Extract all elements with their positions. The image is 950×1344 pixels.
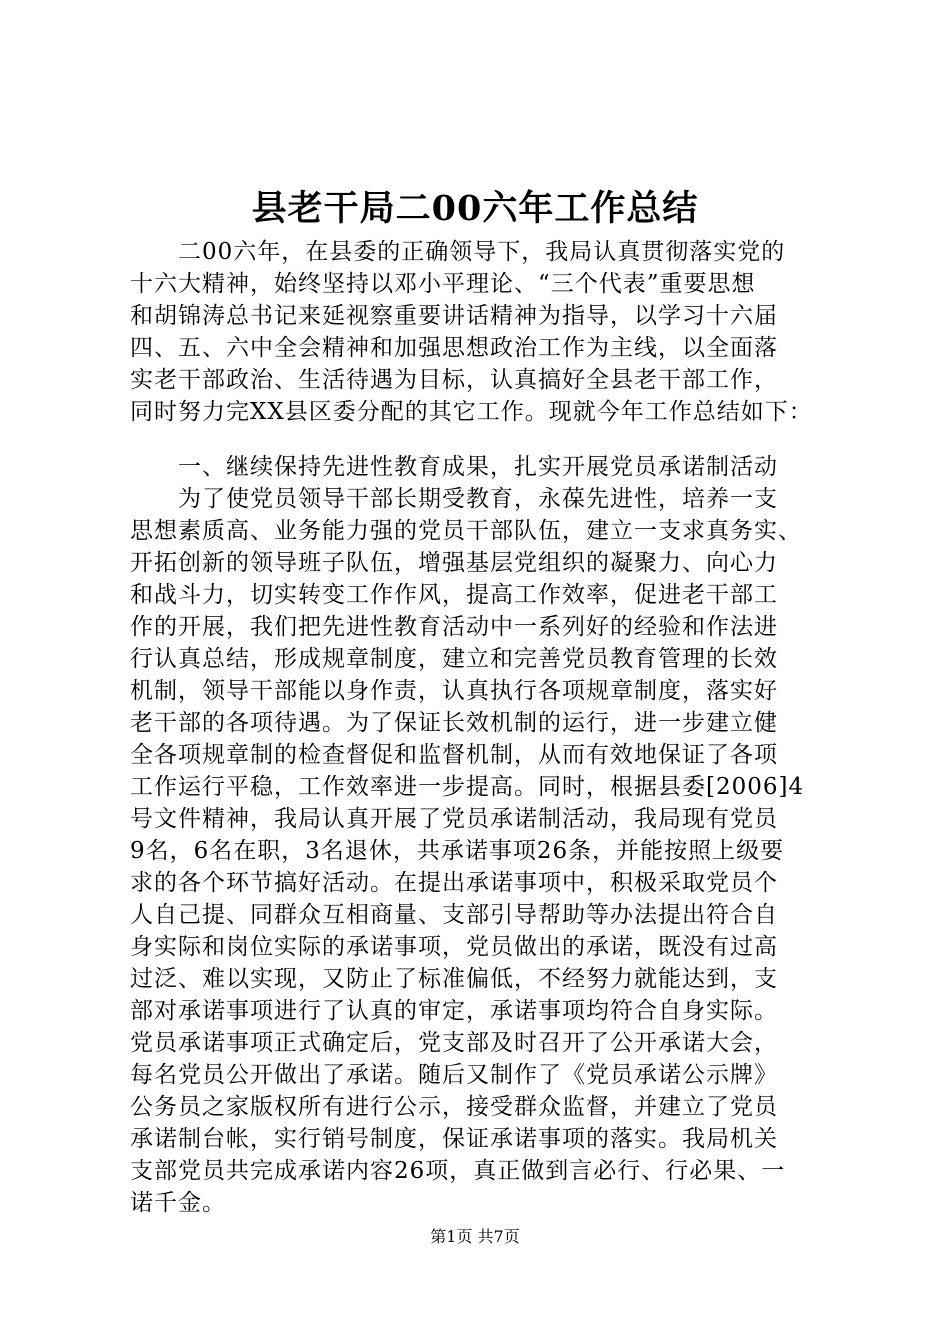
body-line: 身实际和岗位实际的承诺事项，党员做出的承诺，既没有过高 <box>130 934 778 960</box>
body-line: 作的开展，我们把先进性教育活动中一系列好的经验和作法进 <box>130 614 778 640</box>
body-line: 9名，6名在职，3名退休，共承诺事项26条，并能按照上级要 <box>130 838 785 864</box>
body-line: 每名党员公开做出了承诺。随后又制作了《党员承诺公示牌》 <box>130 1062 778 1088</box>
body-line: 过泛、难以实现，又防止了标准偏低，不经努力就能达到，支 <box>130 966 778 992</box>
body-line: 人自己提、同群众互相商量、支部引导帮助等办法提出符合自 <box>130 902 778 928</box>
body-line: 十六大精神，始终坚持以邓小平理论、“三个代表”重要思想 <box>130 271 756 297</box>
body-line: 四、五、六中全会精神和加强思想政治工作为主线，以全面落 <box>130 335 778 361</box>
body-line: 思想素质高、业务能力强的党员干部队伍，建立一支求真务实、 <box>130 518 802 544</box>
body-line: 诺千金。 <box>130 1190 226 1216</box>
page-number-footer: 第1页 共7页 <box>430 1227 520 1246</box>
body-line: 和战斗力，切实转变工作作风，提高工作效率，促进老干部工 <box>130 582 778 608</box>
body-line: 求的各个环节搞好活动。在提出承诺事项中，积极采取党员个 <box>130 870 778 896</box>
body-line: 工作运行平稳，工作效率进一步提高。同时，根据县委[2006]4 <box>130 774 805 800</box>
body-line: 行认真总结，形成规章制度，建立和完善党员教育管理的长效 <box>130 646 778 672</box>
document-title: 县老干局二00六年工作总结 <box>251 188 699 229</box>
body-line: 老干部的各项待遇。为了保证长效机制的运行，进一步建立健 <box>130 710 778 736</box>
body-line: 实老干部政治、生活待遇为目标，认真搞好全县老干部工作， <box>130 367 778 393</box>
body-line: 同时努力完XX县区委分配的其它工作。现就今年工作总结如下： <box>130 399 813 425</box>
section-heading: 一、继续保持先进性教育成果，扎实开展党员承诺制活动 <box>130 454 778 480</box>
body-line: 部对承诺事项进行了认真的审定，承诺事项均符合自身实际。 <box>130 998 778 1024</box>
body-line: 为了使党员领导干部长期受教育，永葆先进性，培养一支 <box>130 486 778 512</box>
body-line: 支部党员共完成承诺内容26项，真正做到言必行、行必果、一 <box>130 1158 786 1184</box>
body-line: 二00六年，在县委的正确领导下，我局认真贯彻落实党的 <box>130 239 786 265</box>
body-line: 机制，领导干部能以身作责，认真执行各项规章制度，落实好 <box>130 678 778 704</box>
body-line: 号文件精神，我局认真开展了党员承诺制活动，我局现有党员 <box>130 806 778 832</box>
body-line: 和胡锦涛总书记来延视察重要讲话精神为指导，以学习十六届 <box>130 303 778 329</box>
body-line: 公务员之家版权所有进行公示，接受群众监督，并建立了党员 <box>130 1094 778 1120</box>
body-line: 承诺制台帐，实行销号制度，保证承诺事项的落实。我局机关 <box>130 1126 778 1152</box>
body-line: 开拓创新的领导班子队伍，增强基层党组织的凝聚力、向心力 <box>130 550 778 576</box>
body-line: 全各项规章制的检查督促和监督机制，从而有效地保证了各项 <box>130 742 778 768</box>
body-line: 党员承诺事项正式确定后，党支部及时召开了公开承诺大会， <box>130 1030 778 1056</box>
